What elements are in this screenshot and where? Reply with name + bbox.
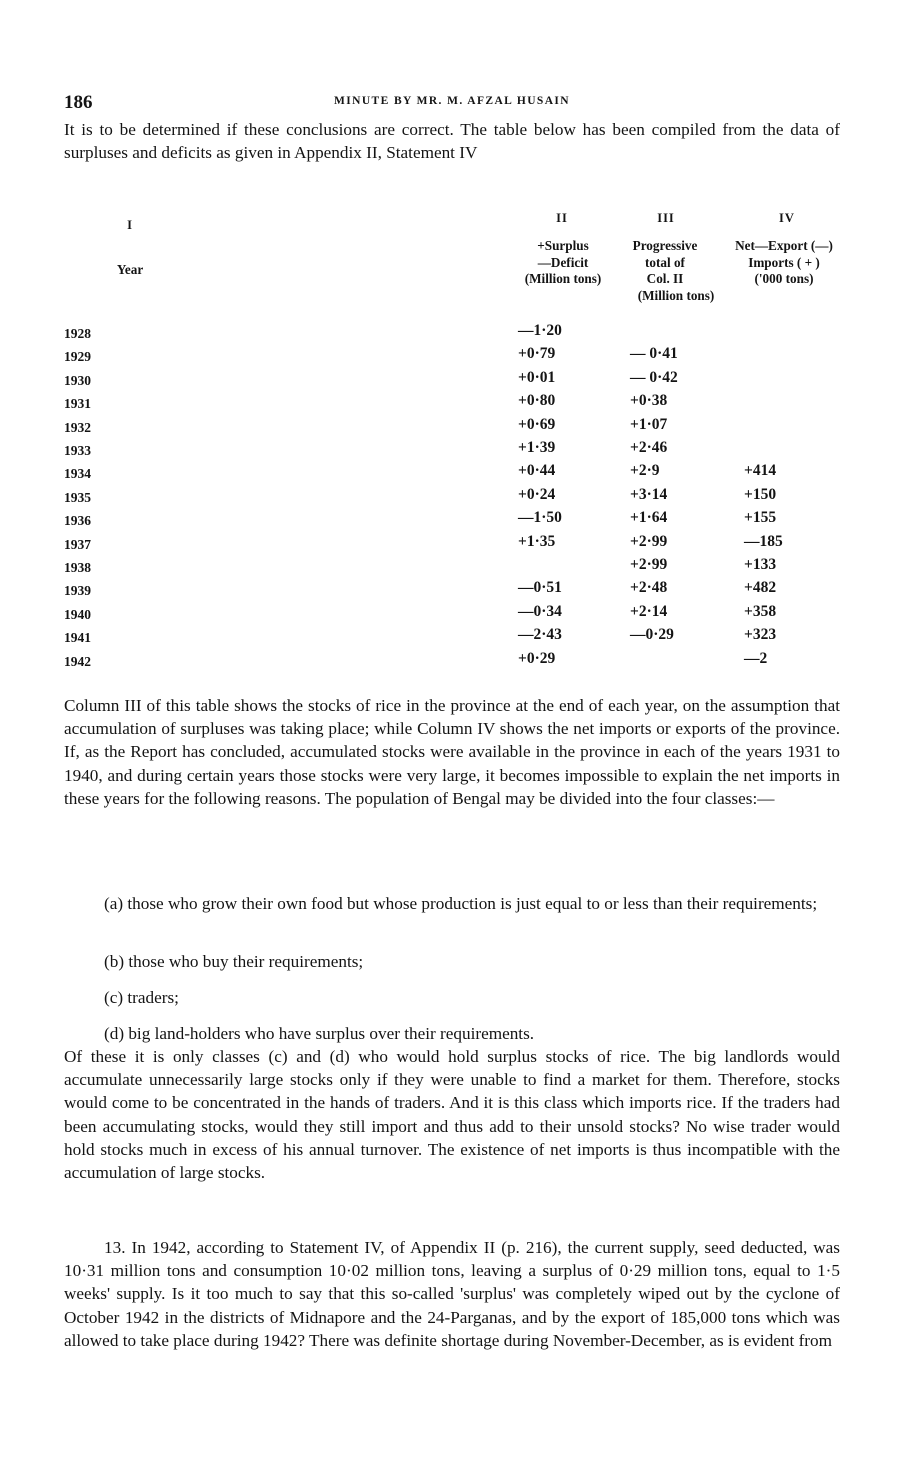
class-item-a: (a) those who grow their own food but whose production is just equal to or less than their requirements; [104,894,818,913]
column-number-2: II [556,211,568,225]
year-cell: 1939 [64,583,91,599]
surplus-deficit-cell: +1·39 [518,439,556,456]
net-trade-cell: +482 [744,579,777,597]
year-cell: 1933 [64,443,91,458]
surplus-deficit-cell: —2·43 [518,626,562,644]
net-trade-cell: +323 [744,626,777,644]
year-cell: 1937 [64,536,91,552]
surplus-deficit-cell: +0·01 [518,368,556,386]
net-trade-cell: +414 [744,462,777,480]
surplus-deficit-cell: —1·20 [518,322,562,339]
shared-unit-label: (Million tons) [637,288,715,303]
year-cell: 1935 [64,489,91,505]
intro-paragraph: It is to be determined if these conclusions are correct. The table below has been compiled from the data of surpluses and deficits as given in Appendix II, Statement IV [64,120,840,163]
year-cell: 1941 [64,630,91,646]
year-cell: 1930 [64,372,91,388]
progressive-total-cell: +0·38 [630,392,668,410]
column-number-1: I [127,218,133,232]
class-item-c: (c) traders; [104,988,179,1007]
progressive-total-cell: —0·29 [630,626,674,644]
year-cell: 1932 [64,419,91,435]
surplus-deficit-cell: +0·79 [518,345,556,363]
year-cell: 1929 [64,349,91,365]
year-cell: 1940 [64,606,91,622]
net-trade-cell: —2 [744,649,768,667]
body-paragraph: Column III of this table shows the stocks of rice in the province at the end of each year, on the assumption that accumulation of surpluses was taking place; while Column IV shows the net imports or exports of the province. If, as the Report has concluded, accumulated stocks were available in the province in each of the years 1931 to 1940, and during certain years those stocks were very large, it becomes impossible to explain the net imports in these years for the following reasons. The population of Bengal may be divided into the four classes:— [64,696,840,808]
year-cell: 1938 [64,560,91,575]
progressive-total-cell: +2·48 [630,579,668,597]
net-trade-cell: +358 [744,602,777,620]
progressive-total-cell: +2·14 [630,602,668,620]
year-cell: 1928 [64,326,91,341]
progressive-total-cell: +2·9 [630,462,660,480]
column-number-4: IV [779,211,795,225]
progressive-total-cell: — 0·41 [630,345,678,363]
surplus-deficit-cell: —0·34 [518,602,562,620]
net-trade-cell: +150 [744,485,777,503]
net-trade-cell: +155 [744,509,777,527]
surplus-deficit-cell: +1·35 [518,532,556,550]
progressive-total-cell: +2·99 [630,532,668,550]
progressive-total-cell: — 0·42 [630,368,678,386]
surplus-deficit-cell: —1·50 [518,509,562,527]
column-heading-surplus-deficit: +Surplus —Deficit (Million tons) [524,238,602,287]
year-cell: 1931 [64,396,91,412]
running-title: MINUTE BY MR. M. AFZAL HUSAIN [333,95,570,107]
class-item-d: (d) big land-holders who have surplus over their requirements. [104,1024,535,1043]
year-cell: 1942 [64,653,91,669]
progressive-total-cell: +1·07 [630,415,668,433]
surplus-deficit-cell: +0·29 [518,649,556,667]
net-trade-cell: +133 [744,556,777,573]
surplus-deficit-cell: +0·24 [518,485,556,503]
progressive-total-cell: +2·99 [630,556,668,573]
page-number: 186 [64,92,93,113]
progressive-total-cell: +2·46 [630,439,668,456]
conclusion-paragraph: Of these it is only classes (c) and (d) who would hold surplus stocks of rice. The big landlords would accumulate unnecessarily large stocks only if they were unable to find a market for them. Therefore, stocks would come to be concentrated in the hands of traders. And it is this class which imports rice. If the traders had been accumulating stocks, would they still import and thus add to their unsold stocks? No wise trader would hold stocks much in excess of his annual turnover. The existence of net imports is thus incompatible with the accumulation of large stocks. [64,1047,840,1183]
year-cell: 1934 [64,466,91,482]
surplus-deficit-cell: +0·69 [518,415,556,433]
surplus-deficit-cell: +0·44 [518,462,556,480]
progressive-total-cell: +3·14 [630,485,668,503]
year-cell: 1936 [64,513,91,529]
surplus-deficit-cell: +0·80 [518,392,556,410]
column-heading-net-trade: Net—Export (—) Imports ( + ) ('000 tons) [735,238,833,287]
surplus-deficit-cell: —0·51 [518,579,562,597]
column-heading-year: Year [116,262,144,277]
class-item-b: (b) those who buy their requirements; [104,952,364,971]
progressive-total-cell: +1·64 [630,509,668,527]
section-13-paragraph: 13. In 1942, according to Statement IV, of Appendix II (p. 216), the current supply, seed deducted, was 10·31 million tons and consumption 10·02 million tons, leaving a surplus of 0·29 million tons, equal to 1·5 weeks' supply. Is it too much to say that this so-called 'surplus' was completely wiped out by the cyclone of October 1942 in the districts of Midnapore and the 24-Parganas, and by the export of 185,000 tons which was allowed to take place during 1942? There was definite shortage during November-December, as is evident from [64,1238,840,1350]
column-heading-progressive-total: Progressive total of Col. II [632,238,698,287]
net-trade-cell: —185 [744,532,783,550]
page-header [64,92,840,116]
column-number-3: III [657,211,675,225]
